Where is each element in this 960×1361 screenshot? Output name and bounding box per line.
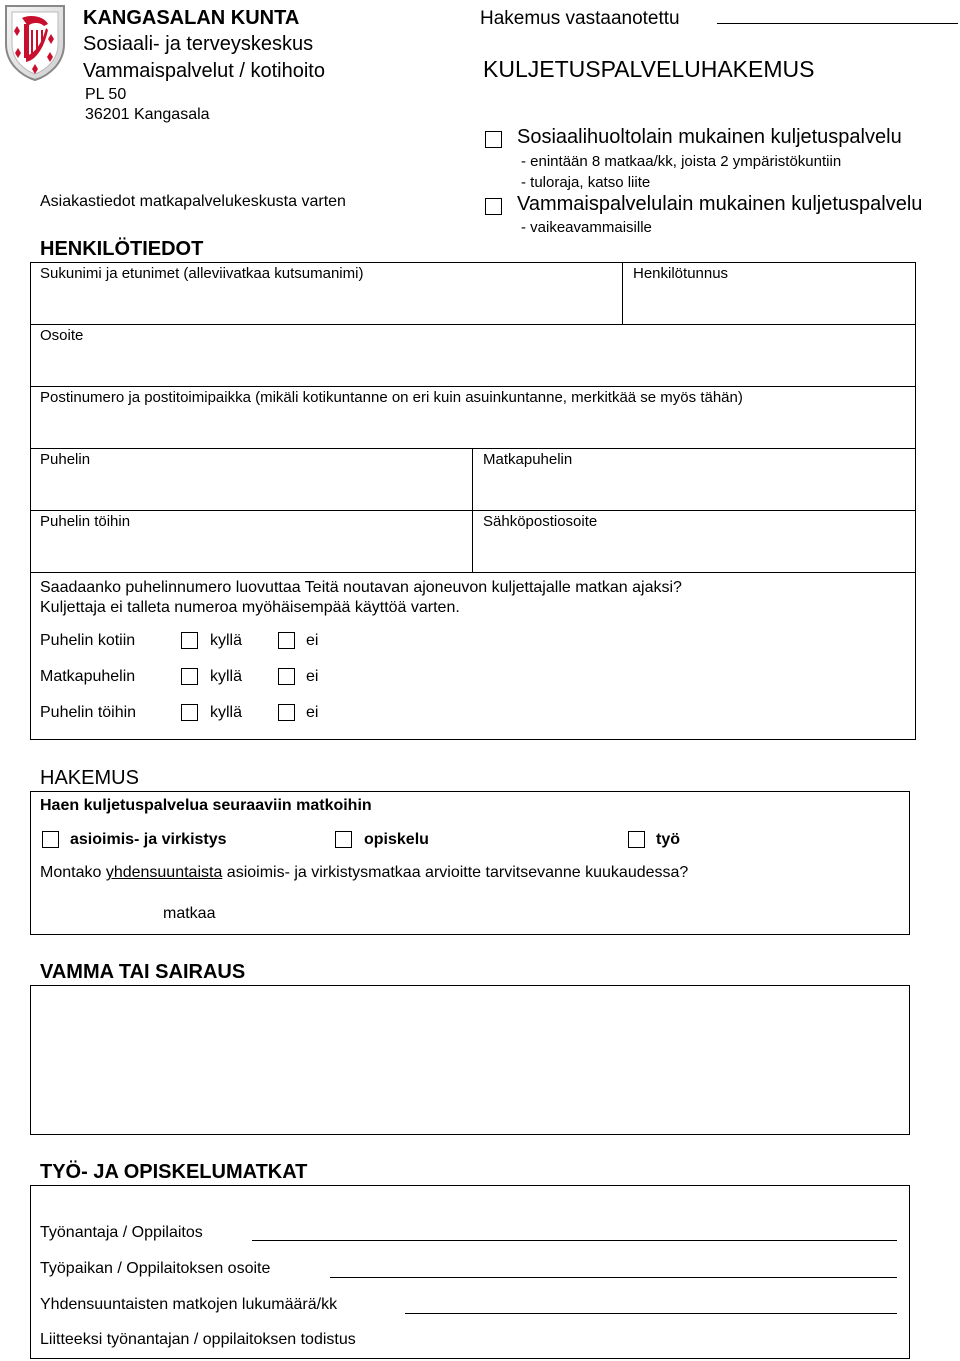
consent-mobile-yes-checkbox[interactable] xyxy=(181,668,198,685)
divider xyxy=(622,262,623,325)
received-label: Hakemus vastaanotettu xyxy=(480,8,680,29)
consent-home-phone-label: Puhelin kotiin xyxy=(40,632,136,649)
trip-count-question xyxy=(40,864,688,882)
option-errands-label: asioimis- ja virkistys xyxy=(70,831,227,848)
service-disability-detail-1: - vaikeavammaisille xyxy=(521,219,652,236)
trip-count-monthly-input-line[interactable] xyxy=(405,1313,897,1314)
consent-work-phone-label: Puhelin töihin xyxy=(40,704,137,721)
divider xyxy=(30,324,916,325)
consent-yes-label: kyllä xyxy=(210,632,243,649)
name-field[interactable]: Sukunimi ja etunimet (alleviivatkaa kutsumanimi) xyxy=(40,265,364,282)
service-social-welfare-detail-2: - tuloraja, katso liite xyxy=(521,174,651,191)
ssn-field[interactable]: Henkilötunnus xyxy=(633,265,729,282)
consent-home-yes-checkbox[interactable] xyxy=(181,632,198,649)
divider xyxy=(30,386,916,387)
divider xyxy=(30,448,916,449)
divider xyxy=(30,510,916,511)
divider xyxy=(472,448,473,573)
po-box: PL 50 xyxy=(85,86,127,103)
consent-no-label: ei xyxy=(306,704,319,721)
consent-home-no-checkbox[interactable] xyxy=(278,632,295,649)
workplace-address-label: Työpaikan / Oppilaitoksen osoite xyxy=(40,1260,271,1277)
condition-textarea[interactable] xyxy=(30,985,910,1135)
consent-work-no-checkbox[interactable] xyxy=(278,704,295,721)
work-trips-heading: TYÖ- JA OPISKELUMATKAT xyxy=(40,1161,308,1183)
service-disability-label: Vammaispalvelulain mukainen kuljetuspalvelu xyxy=(517,193,923,215)
consent-yes-label: kyllä xyxy=(210,704,243,721)
trip-count-unit[interactable]: matkaa xyxy=(163,905,216,922)
phone-field[interactable]: Puhelin xyxy=(40,451,91,468)
trips-label: Haen kuljetuspalvelua seuraaviin matkoihin xyxy=(40,797,372,814)
option-study-checkbox[interactable] xyxy=(335,831,352,848)
attachment-note: Liitteeksi työnantajan / oppilaitoksen todistus xyxy=(40,1331,356,1348)
received-date-line[interactable] xyxy=(717,23,958,24)
personal-info-heading: HENKILÖTIEDOT xyxy=(40,238,204,260)
service-social-welfare-checkbox[interactable] xyxy=(485,131,502,148)
option-study-label: opiskelu xyxy=(364,831,429,848)
service-social-welfare-label: Sosiaalihuoltolain mukainen kuljetuspalvelu xyxy=(517,126,902,148)
consent-mobile-label: Matkapuhelin xyxy=(40,668,136,685)
coat-of-arms-logo xyxy=(4,4,66,82)
client-info-note: Asiakastiedot matkapalvelukeskusta varten xyxy=(40,193,346,210)
option-work-checkbox[interactable] xyxy=(628,831,645,848)
trip-count-question-underlined: yhdensuuntaista xyxy=(105,864,223,881)
consent-work-yes-checkbox[interactable] xyxy=(181,704,198,721)
org-name: KANGASALAN KUNTA xyxy=(83,7,300,29)
option-errands-checkbox[interactable] xyxy=(42,831,59,848)
consent-question: Saadaanko puhelinnumero luovuttaa Teitä noutavan ajoneuvon kuljettajalle matkan ajaksi? xyxy=(40,579,682,596)
employer-label: Työnantaja / Oppilaitos xyxy=(40,1224,203,1241)
employer-input-line[interactable] xyxy=(252,1240,897,1241)
trip-count-question-pre: Montako xyxy=(40,864,106,881)
consent-note: Kuljettaja ei talleta numeroa myöhäisempää käyttöä varten. xyxy=(40,599,460,616)
consent-yes-label: kyllä xyxy=(210,668,243,685)
email-field[interactable]: Sähköpostiosoite xyxy=(483,513,598,530)
form-title: KULJETUSPALVELUHAKEMUS xyxy=(483,56,815,82)
service-social-welfare-detail-1: - enintään 8 matkaa/kk, joista 2 ympäristökuntiin xyxy=(521,153,842,170)
mobile-field[interactable]: Matkapuhelin xyxy=(483,451,573,468)
service-disability-checkbox[interactable] xyxy=(485,198,502,215)
application-heading: HAKEMUS xyxy=(40,767,139,789)
consent-mobile-no-checkbox[interactable] xyxy=(278,668,295,685)
address-field[interactable]: Osoite xyxy=(40,327,84,344)
phone-consent-box xyxy=(30,572,916,740)
trip-count-question-post: asioimis- ja virkistysmatkaa arvioitte tarvitsevanne kuukaudessa? xyxy=(222,864,689,881)
department-name: Sosiaali- ja terveyskeskus xyxy=(83,33,314,55)
unit-name: Vammaispalvelut / kotihoito xyxy=(83,60,325,82)
personal-info-table xyxy=(30,262,916,573)
consent-no-label: ei xyxy=(306,632,319,649)
work-phone-field[interactable]: Puhelin töihin xyxy=(40,513,131,530)
workplace-address-input-line[interactable] xyxy=(330,1277,897,1278)
consent-no-label: ei xyxy=(306,668,319,685)
option-work-label: työ xyxy=(656,831,680,848)
postal-field[interactable]: Postinumero ja postitoimipaikka (mikäli kotikuntanne on eri kuin asuinkuntanne, merkitkää se myös tähän) xyxy=(40,389,743,406)
postal-address: 36201 Kangasala xyxy=(85,106,210,123)
condition-heading: VAMMA TAI SAIRAUS xyxy=(40,961,246,983)
trip-count-monthly-label: Yhdensuuntaisten matkojen lukumäärä/kk xyxy=(40,1296,338,1313)
